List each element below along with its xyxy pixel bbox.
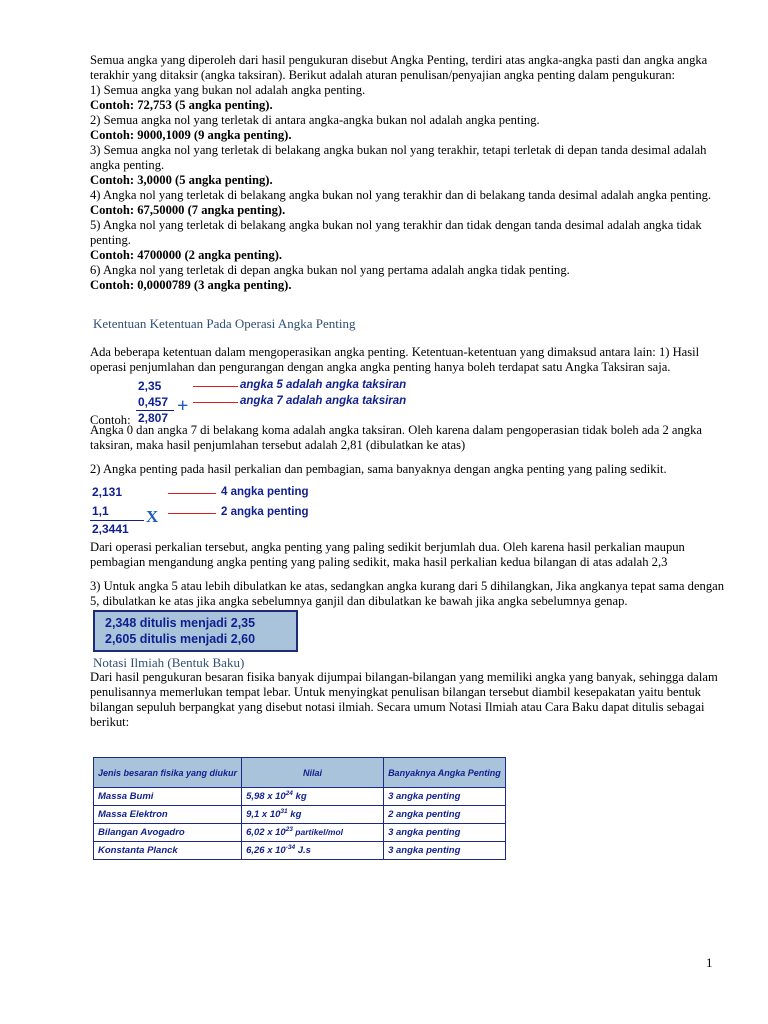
- addition-explanation: Angka 0 dan angka 7 di belakang koma adalah angka taksiran. Oleh karena dalam pengoperasian tidak boleh ada 2 angka taksiran, maka hasil penjumlahan tersebut adalah 2,81 (dibulatkan ke atas): [90, 423, 702, 452]
- addend-2: 0,457: [138, 395, 169, 409]
- rule-example: Contoh: 9000,1009 (9 angka penting).: [90, 128, 292, 142]
- quantity-cell: Massa Elektron: [94, 806, 242, 824]
- pointer-line: [168, 493, 216, 494]
- addition-note: angka 5 adalah angka taksiran: [240, 379, 407, 391]
- addition-note: angka 7 adalah angka taksiran: [240, 395, 407, 407]
- rounding-example: 2,605 ditulis menjadi 2,60: [105, 632, 256, 646]
- sig-figs-cell: 3 angka penting: [384, 824, 506, 842]
- operations-heading: Ketentuan Ketentuan Pada Operasi Angka Penting: [93, 316, 356, 331]
- rule-text: 3) Semua angka nol yang terletak di belakang angka bukan nol yang terakhir, tetapi terletak di depan tanda desimal adalah angka penting.: [90, 143, 707, 172]
- scientific-notation-table: [93, 757, 506, 860]
- times-sign: X: [146, 507, 159, 526]
- multiplication-figure: [90, 477, 730, 536]
- rule-text: 5) Angka nol yang terletak di belakang angka bukan nol yang terakhir dan tidak dengan tanda desimal adalah angka tidak penting.: [90, 218, 702, 247]
- rule-example: Contoh: 3,0000 (5 angka penting).: [90, 173, 273, 187]
- sig-figs-cell: 3 angka penting: [384, 788, 506, 806]
- value-cell: 6,02 x $10^{23}$ partikel/mol: [242, 824, 384, 842]
- operations-intro: Ada beberapa ketentuan dalam mengoperasikan angka penting. Ketentuan-ketentuan yang dimaksud antara lain: 1) Hasil operasi penjumlahan dan pengurangan dengan angka angka penting hanya boleh terdapat satu Angka Taksiran saja.: [90, 345, 700, 374]
- rule-example: Contoh: 4700000 (2 angka penting).: [90, 248, 283, 262]
- column-header: Banyaknya Angka Penting: [384, 758, 506, 788]
- value-cell: 5,98 x $10^{24}$ kg: [242, 788, 384, 806]
- pointer-line: [193, 402, 238, 403]
- sig-figs-cell: 3 angka penting: [384, 842, 506, 860]
- pointer-line: [168, 513, 216, 514]
- addend-1: 2,35: [138, 379, 162, 393]
- quantity-cell: Konstanta Planck: [94, 842, 242, 860]
- factor-2: 1,1: [92, 504, 109, 518]
- addition-figure: [90, 375, 730, 427]
- rounding-examples-box: [93, 610, 298, 652]
- page-number: 1: [706, 955, 713, 970]
- multiplication-explanation: Dari operasi perkalian tersebut, angka penting yang paling sedikit berjumlah dua. Oleh karena hasil perkalian maupun pembagian mengandung angka penting yang paling sedikit, maka hasil perkalian kedua bilangan di atas adalah 2,3: [90, 540, 685, 569]
- pointer-line: [193, 386, 238, 387]
- multiplication-note: 4 angka penting: [221, 486, 309, 498]
- rule-2-text: 2) Angka penting pada hasil perkalian dan pembagian, sama banyaknya dengan angka penting yang paling sedikit.: [90, 462, 667, 476]
- value-cell: 6,26 x $10^{-34}$ J.s: [242, 842, 384, 860]
- sum-result: 2,807: [138, 411, 169, 425]
- plus-sign: +: [177, 395, 189, 417]
- column-header: Jenis besaran fisika yang diukur: [94, 758, 242, 788]
- quantity-cell: Massa Bumi: [94, 788, 242, 806]
- rule-example: Contoh: 0,0000789 (3 angka penting).: [90, 278, 292, 292]
- quantity-cell: Bilangan Avogadro: [94, 824, 242, 842]
- rule-text: 2) Semua angka nol yang terletak di antara angka-angka bukan nol adalah angka penting.: [90, 113, 540, 127]
- factor-1: 2,131: [92, 485, 123, 499]
- multiplication-note: 2 angka penting: [221, 506, 309, 518]
- notation-paragraph: Dari hasil pengukuran besaran fisika banyak dijumpai bilangan-bilangan yang memiliki angka yang banyak, sehingga dalam penulisannya memerlukan tempat lebar. Untuk menyingkat penulisan bilangan tersebut diambil kesepakatan yaitu bentuk bilangan sepuluh berpangkat yang disebut notasi ilmiah. Secara umum Notasi Ilmiah atau Cara Baku dapat ditulis sebagai berikut:: [90, 670, 718, 729]
- intro-paragraph: Semua angka yang diperoleh dari hasil pengukuran disebut Angka Penting, terdiri atas angka-angka pasti dan angka angka terakhir yang ditaksir (angka taksiran). Berikut adalah aturan penulisan/penyajian angka penting dalam pengukuran:: [90, 53, 708, 82]
- contoh-label: Contoh:: [90, 413, 131, 427]
- document-page: [90, 53, 730, 860]
- rules-list: [90, 83, 730, 293]
- product-result: 2,3441: [92, 522, 129, 536]
- rule-3-text: 3) Untuk angka 5 atau lebih dibulatkan ke atas, sedangkan angka kurang dari 5 dihilangkan, Jika angkanya tepat sama dengan 5, dibulatkan ke atas jika angka sebelumnya ganjil dan dibulatkan ke bawah jika angka sebelumnya genap.: [90, 579, 725, 608]
- rule-text: 6) Angka nol yang terletak di depan angka bukan nol yang pertama adalah angka tidak penting.: [90, 263, 570, 277]
- sig-figs-cell: 2 angka penting: [384, 806, 506, 824]
- product-line: [90, 520, 144, 521]
- rule-text: 1) Semua angka yang bukan nol adalah angka penting.: [90, 83, 366, 97]
- notation-heading: Notasi Ilmiah (Bentuk Baku): [93, 655, 245, 670]
- table-row: [94, 824, 506, 842]
- rounding-example: 2,348 ditulis menjadi 2,35: [105, 616, 256, 630]
- rule-text: 4) Angka nol yang terletak di belakang angka bukan nol yang terakhir dan di belakang tanda desimal adalah angka penting.: [90, 188, 712, 202]
- rule-example: Contoh: 67,50000 (7 angka penting).: [90, 203, 286, 217]
- table-header-row: [94, 758, 506, 788]
- table-row: [94, 806, 506, 824]
- rule-example: Contoh: 72,753 (5 angka penting).: [90, 98, 273, 112]
- table-row: [94, 788, 506, 806]
- table-row: [94, 842, 506, 860]
- value-cell: 9,1 x $10^{31}$ kg: [242, 806, 384, 824]
- column-header: Nilai: [242, 758, 384, 788]
